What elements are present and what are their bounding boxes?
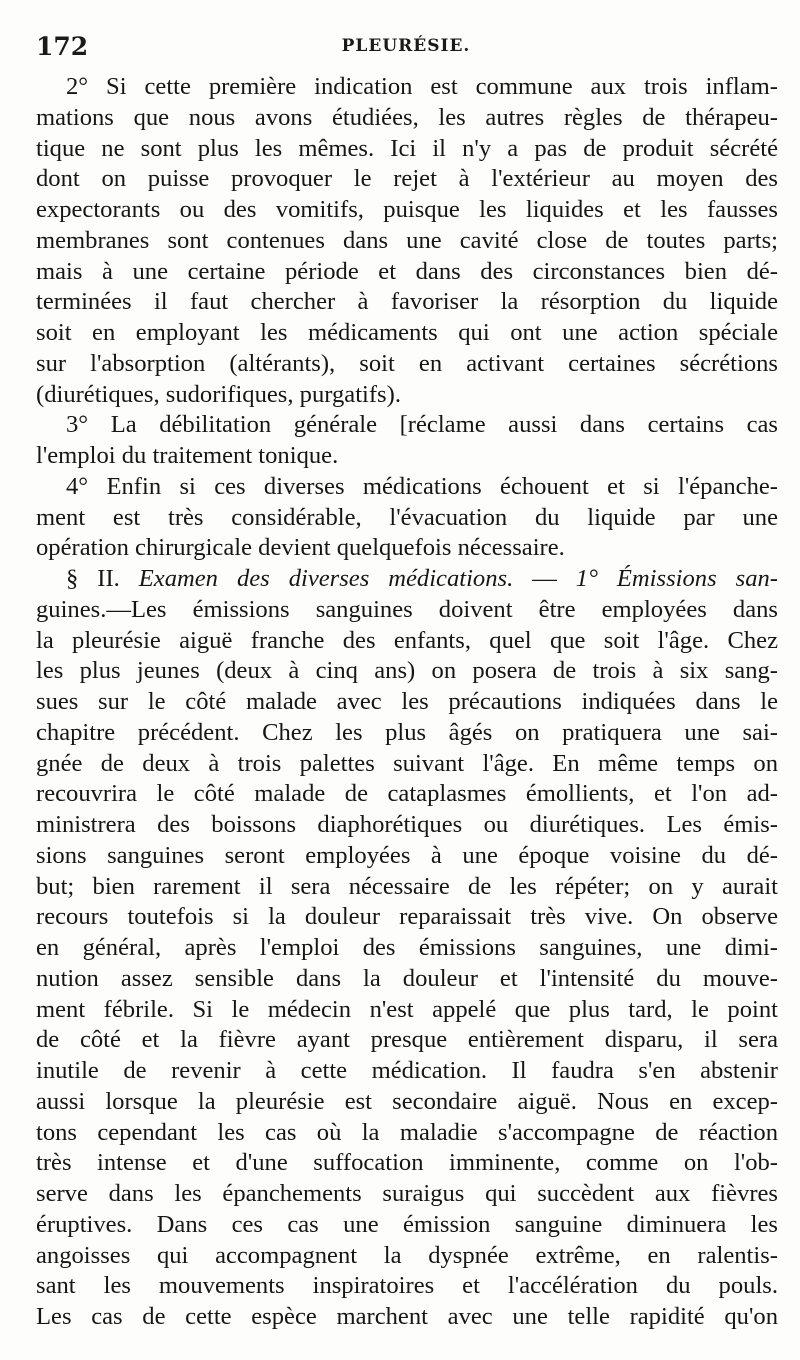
- text-line: serve dans les épanchements suraigus qui succèdent aux fièvres: [36, 1180, 778, 1207]
- section-subtitle: 1° Émissions san-: [575, 565, 778, 592]
- text-line: opération chirurgicale devient quelquefois nécessaire.: [36, 534, 565, 562]
- running-title: PLEURÉSIE.: [341, 36, 471, 56]
- text-line: soit en employant les médicaments qui ont une action spéciale: [36, 319, 778, 346]
- text-line: tique ne sont plus les mêmes. Ici il n'y a pas de produit sécrété: [36, 134, 778, 162]
- text-line: sur l'absorption (altérants), soit en activant certaines sécrétions: [36, 349, 778, 377]
- text-line: sant les mouvements inspiratoires et l'accélération du pouls.: [36, 1272, 778, 1300]
- text-line: terminées il faut chercher à favoriser la résorption du liquide: [36, 288, 778, 316]
- text-line: mations que nous avons étudiées, les autres règles de thérapeu-: [36, 103, 778, 131]
- text-line: inutile de revenir à cette médication. Il faudra s'en abstenir: [36, 1057, 778, 1084]
- text-line: membranes sont contenues dans une cavité close de toutes parts;: [36, 226, 778, 254]
- text-line: ment fébrile. Si le médecin n'est appelé que plus tard, le point: [36, 995, 778, 1023]
- section-dash: —: [532, 565, 557, 592]
- text-line: but; bien rarement il sera nécessaire de les répéter; on y aurait: [36, 872, 778, 900]
- text-line: éruptives. Dans ces cas une émission sanguine diminuera les: [36, 1210, 778, 1238]
- text-line: recours toutefois si la douleur reparaissait très vive. On observe: [36, 903, 778, 931]
- section-number: § II.: [66, 565, 120, 592]
- text-line: gnée de deux à trois palettes suivant l'âge. En même temps on: [36, 749, 778, 777]
- text-line: tons cependant les cas où la maladie s'accompagne de réaction: [36, 1118, 778, 1146]
- text-line: aussi lorsque la pleurésie est secondaire aiguë. Nous en excep-: [36, 1087, 778, 1115]
- text-line: angoisses qui accompagnent la dyspnée extrême, en ralentis-: [36, 1241, 778, 1269]
- text-line: 2° Si cette première indication est commune aux trois inflam-: [66, 73, 778, 100]
- text-line: la pleurésie aiguë franche des enfants, quel que soit l'âge. Chez: [36, 626, 778, 654]
- text-line: (diurétiques, sudorifiques, purgatifs).: [36, 380, 401, 408]
- page-number: 172: [36, 32, 89, 61]
- text-line: l'emploi du traitement tonique.: [36, 442, 339, 469]
- text-line: dont on puisse provoquer le rejet à l'extérieur au moyen des: [36, 165, 778, 193]
- text-line: très intense et d'une suffocation imminente, comme on l'ob-: [36, 1149, 778, 1177]
- text-line: Les cas de cette espèce marchent avec une telle rapidité qu'on: [36, 1303, 778, 1330]
- text-line: en général, après l'emploi des émissions sanguines, une dimi-: [36, 934, 778, 961]
- text-line: sues sur le côté malade avec les précautions indiquées dans le: [36, 688, 778, 715]
- text-line: sions sanguines seront employées à une époque voisine du dé-: [36, 841, 778, 869]
- text-line: 4° Enfin si ces diverses médications échouent et si l'épanche-: [66, 472, 778, 500]
- page-header: [36, 32, 776, 64]
- text-line: mais à une certaine période et dans des circonstances bien dé-: [36, 257, 778, 285]
- text-line: les plus jeunes (deux à cinq ans) on posera de trois à six sang-: [36, 657, 778, 685]
- text-line: de côté et la fièvre ayant presque entièrement disparu, il sera: [36, 1026, 778, 1054]
- text-line: nution assez sensible dans la douleur et l'intensité du mouve-: [36, 964, 778, 992]
- text-line: recouvrira le côté malade de cataplasmes émollients, et l'on ad-: [36, 780, 778, 808]
- text-line: ministrera des boissons diaphorétiques ou diurétiques. Les émis-: [36, 811, 778, 838]
- section-heading: [36, 564, 778, 595]
- text-line: guines.—Les émissions sanguines doivent être employées dans: [36, 595, 778, 623]
- text-line: ment est très considérable, l'évacuation du liquide par une: [36, 503, 778, 531]
- text-line: chapitre précédent. Chez les plus âgés on pratiquera une sai-: [36, 718, 778, 746]
- body-text: [36, 72, 778, 1333]
- text-line: expectorants ou des vomitifs, puisque les liquides et les fausses: [36, 196, 778, 223]
- section-title: Examen des diverses médications.: [138, 565, 514, 592]
- text-line: 3° La débilitation générale [réclame aussi dans certains cas: [66, 411, 778, 439]
